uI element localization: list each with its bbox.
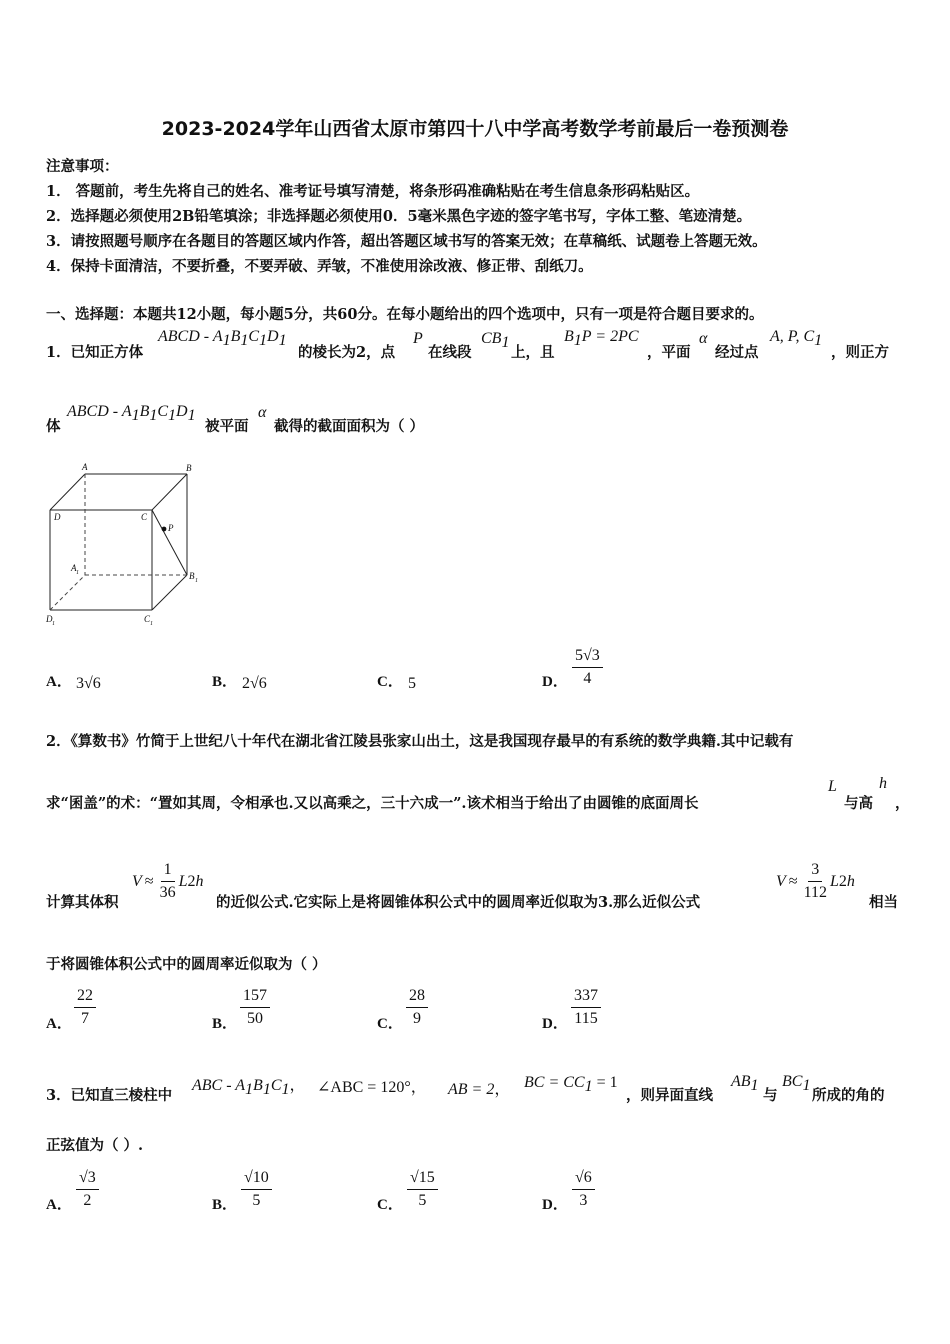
q3-option-a-value: $\frac{√3}{2}$ <box>76 1168 99 1211</box>
q2-formula-2: V ≈ $\frac{3}{112}$ L 2 h <box>776 861 855 901</box>
label-c: C <box>141 512 148 522</box>
q3-option-d-label: D． <box>542 1197 568 1213</box>
q2-line-2b: 与高 <box>844 795 873 812</box>
label-d: D <box>54 512 61 522</box>
q1-math-cube: ABCD - $A_1B_1C_1D_1$ <box>158 328 287 350</box>
q3-text-2: ，则异面直线 <box>626 1087 713 1104</box>
q3-option-d-value: $\frac{√6}{3}$ <box>572 1168 595 1211</box>
notice-item-3: 3．请按照题号顺序在各题目的答题区域内作答，超出答题区域书写的答案无效；在草稿纸、试题卷上答题无效。 <box>46 233 767 250</box>
q1-math-cb1: $CB_1$ <box>481 330 510 352</box>
q2-option-b-value: $\frac{157}{50}$ <box>240 986 270 1029</box>
q2-option-c-value: $\frac{28}{9}$ <box>406 986 428 1029</box>
q1-text-7: ，则正方 <box>831 344 889 361</box>
q3-math-angle: ∠ABC = 120°， <box>317 1079 427 1096</box>
q1-math-p: P <box>413 330 423 347</box>
q1-text-5: ，平面 <box>647 344 691 361</box>
q1-math-apc1: A, P, $C_1$ <box>770 328 823 350</box>
q2-line-2a: 求“囷盖”的术：“置如其周，令相承也.又以高乘之，三十六成一”.该术相当于给出了由圆锥的底面周长 <box>46 795 699 812</box>
q2-line-3c: 相当 <box>869 894 898 911</box>
point-p-marker <box>162 527 167 532</box>
q2-line-3b: 的近似公式.它实际上是将圆锥体积公式中的圆周率近似取为3.那么近似公式 <box>216 894 701 911</box>
q1-text-8: 体 <box>46 418 61 435</box>
q1-text-2: 的棱长为2，点 <box>298 344 396 361</box>
label-b1: B <box>189 571 195 581</box>
page-title: 2023-2024学年山西省太原市第四十八中学高考数学考前最后一卷预测卷 <box>161 118 789 140</box>
q2-option-c-label: C． <box>377 1016 403 1032</box>
notice-item-2: 2．选择题必须使用2B铅笔填涂；非选择题必须使用0．5毫米黑色字迹的签字笔书写，字体工整、笔迹清楚。 <box>46 208 752 225</box>
q1-option-d-value: $\frac{5√3}{4}$ <box>572 646 603 689</box>
label-a: A <box>82 462 88 472</box>
q2-line-3a: 计算其体积 <box>46 894 119 911</box>
label-p: P <box>168 523 174 533</box>
q2-line-1: 2．《算数书》竹简于上世纪八十年代在湖北省江陵县张家山出土，这是我国现存最早的有系统的数学典籍.其中记载有 <box>46 733 794 750</box>
notice-item-1: 1． 答题前，考生先将自己的姓名、准考证号填写清楚，将条形码准确粘贴在考生信息条形码粘贴区。 <box>46 183 700 200</box>
q1-text-9: 被平面 <box>205 418 249 435</box>
q2-option-b-label: B． <box>212 1016 238 1032</box>
q3-text-1: 3．已知直三棱柱中 <box>46 1087 173 1104</box>
svg-text:1: 1 <box>76 570 79 576</box>
q1-option-b-value: 2√6 <box>242 675 267 692</box>
q3-option-a-label: A． <box>46 1197 72 1213</box>
q3-math-bc: BC = $CC_1 = 1$ <box>524 1074 618 1096</box>
q1-text-3: 在线段 <box>428 344 472 361</box>
q1-option-b-label: B． <box>212 674 238 690</box>
q1-text-6: 经过点 <box>715 344 759 361</box>
q2-option-a-value: $\frac{22}{7}$ <box>74 986 96 1029</box>
svg-text:1: 1 <box>195 578 198 584</box>
q3-option-c-value: $\frac{√15}{5}$ <box>407 1168 438 1211</box>
q3-option-c-label: C． <box>377 1197 403 1213</box>
q2-line-4: 于将圆锥体积公式中的圆周率近似取为（ ） <box>46 956 327 973</box>
q3-text-3: 与 <box>763 1087 778 1104</box>
q3-option-b-value: $\frac{√10}{5}$ <box>241 1168 272 1211</box>
cube-figure <box>40 460 210 632</box>
q1-text-4: 上，且 <box>511 344 555 361</box>
q3-math-bc1: $BC_1$ <box>782 1073 811 1095</box>
q1-math-cube-2: ABCD - $A_1B_1C_1D_1$ <box>67 403 196 425</box>
q1-option-c-label: C． <box>377 674 403 690</box>
svg-text:1: 1 <box>52 621 55 627</box>
q3-text-4: 所成的角的 <box>812 1087 885 1104</box>
q3-math-ab: AB = 2， <box>448 1081 511 1098</box>
notice-heading: 注意事项： <box>46 158 119 175</box>
q2-formula-1: V ≈ $\frac{1}{36}$ L 2 h <box>132 861 204 901</box>
q3-text-5: 正弦值为（ ）. <box>46 1137 144 1154</box>
q2-option-a-label: A． <box>46 1016 72 1032</box>
section-heading: 一、选择题：本题共12小题，每小题5分，共60分。在每小题给出的四个选项中，只有一项是符合题目要求的。 <box>46 306 764 323</box>
q3-math-ab1: $AB_1$ <box>731 1073 759 1095</box>
q1-option-a-value: 3√6 <box>76 675 101 692</box>
q3-math-prism: ABC - $A_1B_1C_1$， <box>192 1077 306 1099</box>
q1-option-c-value: 5 <box>408 675 416 692</box>
q1-text-1: 1．已知正方体 <box>46 344 144 361</box>
label-b: B <box>186 463 192 473</box>
q1-option-d-label: D． <box>542 674 568 690</box>
q2-option-d-value: $\frac{337}{115}$ <box>571 986 601 1029</box>
q2-math-l: L <box>828 778 837 795</box>
q2-math-h: h <box>879 775 887 792</box>
q2-option-d-label: D． <box>542 1016 568 1032</box>
q1-math-alpha: α <box>699 330 708 347</box>
label-c1: C <box>144 614 151 624</box>
q1-text-10: 截得的截面面积为（ ） <box>274 418 425 435</box>
label-d1: D <box>46 614 53 624</box>
notice-item-4: 4．保持卡面清洁，不要折叠，不要弄破、弄皱，不准使用涂改液、修正带、刮纸刀。 <box>46 258 593 275</box>
svg-text:1: 1 <box>150 621 153 627</box>
q1-math-alpha-2: α <box>258 404 267 421</box>
q1-option-a-label: A． <box>46 674 72 690</box>
q2-line-2c: ， <box>895 795 910 812</box>
q1-math-b1p: $B_1P = 2PC$ <box>564 328 639 350</box>
label-a1: A <box>71 563 77 573</box>
q3-option-b-label: B． <box>212 1197 238 1213</box>
